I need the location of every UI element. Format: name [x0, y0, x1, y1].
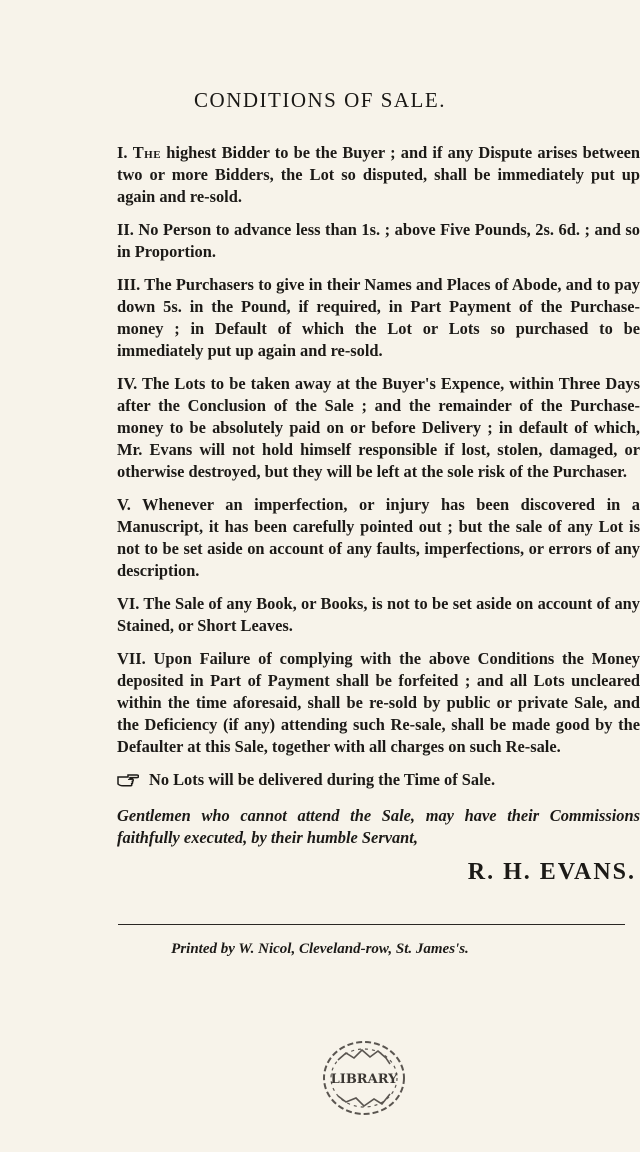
- condition-4: [117, 373, 640, 483]
- divider-rule: [118, 924, 625, 925]
- commissions-note: Gentlemen who cannot attend the Sale, may have their Commissions faithfully executed, by their humble Servant,: [117, 806, 640, 847]
- conditions-list: [117, 142, 640, 883]
- condition-numeral: I.: [117, 143, 128, 162]
- condition-numeral: IV.: [117, 374, 138, 393]
- library-stamp: [318, 1036, 410, 1120]
- notice-text: No Lots will be delivered during the Time of Sale.: [149, 770, 496, 789]
- printer-imprint: Printed by W. Nicol, Cleveland-row, St. James's.: [171, 941, 469, 957]
- condition-text: Whenever an imperfection, or injury has been discovered in a Manuscript, it has been carefully pointed out ; but the sale of any Lot is not to be set aside on account of any faults, imperfections, or errors of any description.: [117, 495, 640, 580]
- delivery-notice: [117, 769, 640, 791]
- stamp-text: LIBRARY: [330, 1072, 398, 1087]
- condition-numeral: VII.: [117, 649, 146, 668]
- condition-text: highest Bidder to be the Buyer ; and if any Dispute arises between two or more Bidders, the Lot so disputed, shall be immediately put up again and re-sold.: [117, 143, 640, 206]
- condition-7: [117, 648, 640, 758]
- condition-text: The Lots to be taken away at the Buyer's Expence, within Three Days after the Conclusion of the Sale ; and the remainder of the Purchase-money to be absolutely paid on or before Delivery ; in default of which, Mr. Evans will not hold himself responsible if lost, stolen, damaged, or otherwise destroyed, but they will be left at the sole risk of the Purchaser.: [117, 374, 640, 481]
- condition-5: [117, 494, 640, 582]
- condition-numeral: V.: [117, 495, 131, 514]
- condition-lead-word: The: [132, 143, 162, 162]
- condition-numeral: II.: [117, 220, 134, 239]
- condition-numeral: III.: [117, 275, 141, 294]
- condition-numeral: VI.: [117, 594, 140, 613]
- condition-text: The Purchasers to give in their Names and Places of Abode, and to pay down 5s. in the Pound, if required, in Part Payment of the Purchase-money ; in Default of which the Lot or Lots so purchased to be immediately put up again and re-sold.: [117, 275, 640, 360]
- condition-6: [117, 593, 640, 637]
- pointing-hand-icon: [117, 773, 139, 787]
- condition-text: No Person to advance less than 1s. ; above Five Pounds, 2s. 6d. ; and so in Proportion.: [117, 220, 640, 261]
- condition-text: The Sale of any Book, or Books, is not to be set aside on account of any Stained, or Short Leaves.: [117, 594, 640, 635]
- signature: R. H. EVANS.: [467, 859, 636, 885]
- condition-1: [117, 142, 640, 208]
- condition-2: [117, 219, 640, 263]
- condition-text: Upon Failure of complying with the above Conditions the Money deposited in Part of Payment shall be forfeited ; and all Lots uncleared within the time aforesaid, shall be re-sold by public or private Sale, and the Deficiency (if any) attending such Re-sale, shall be made good by the Defaulter at this Sale, together with all charges on such Re-sale.: [117, 649, 640, 756]
- condition-3: [117, 274, 640, 362]
- page-title: CONDITIONS OF SALE.: [194, 88, 446, 112]
